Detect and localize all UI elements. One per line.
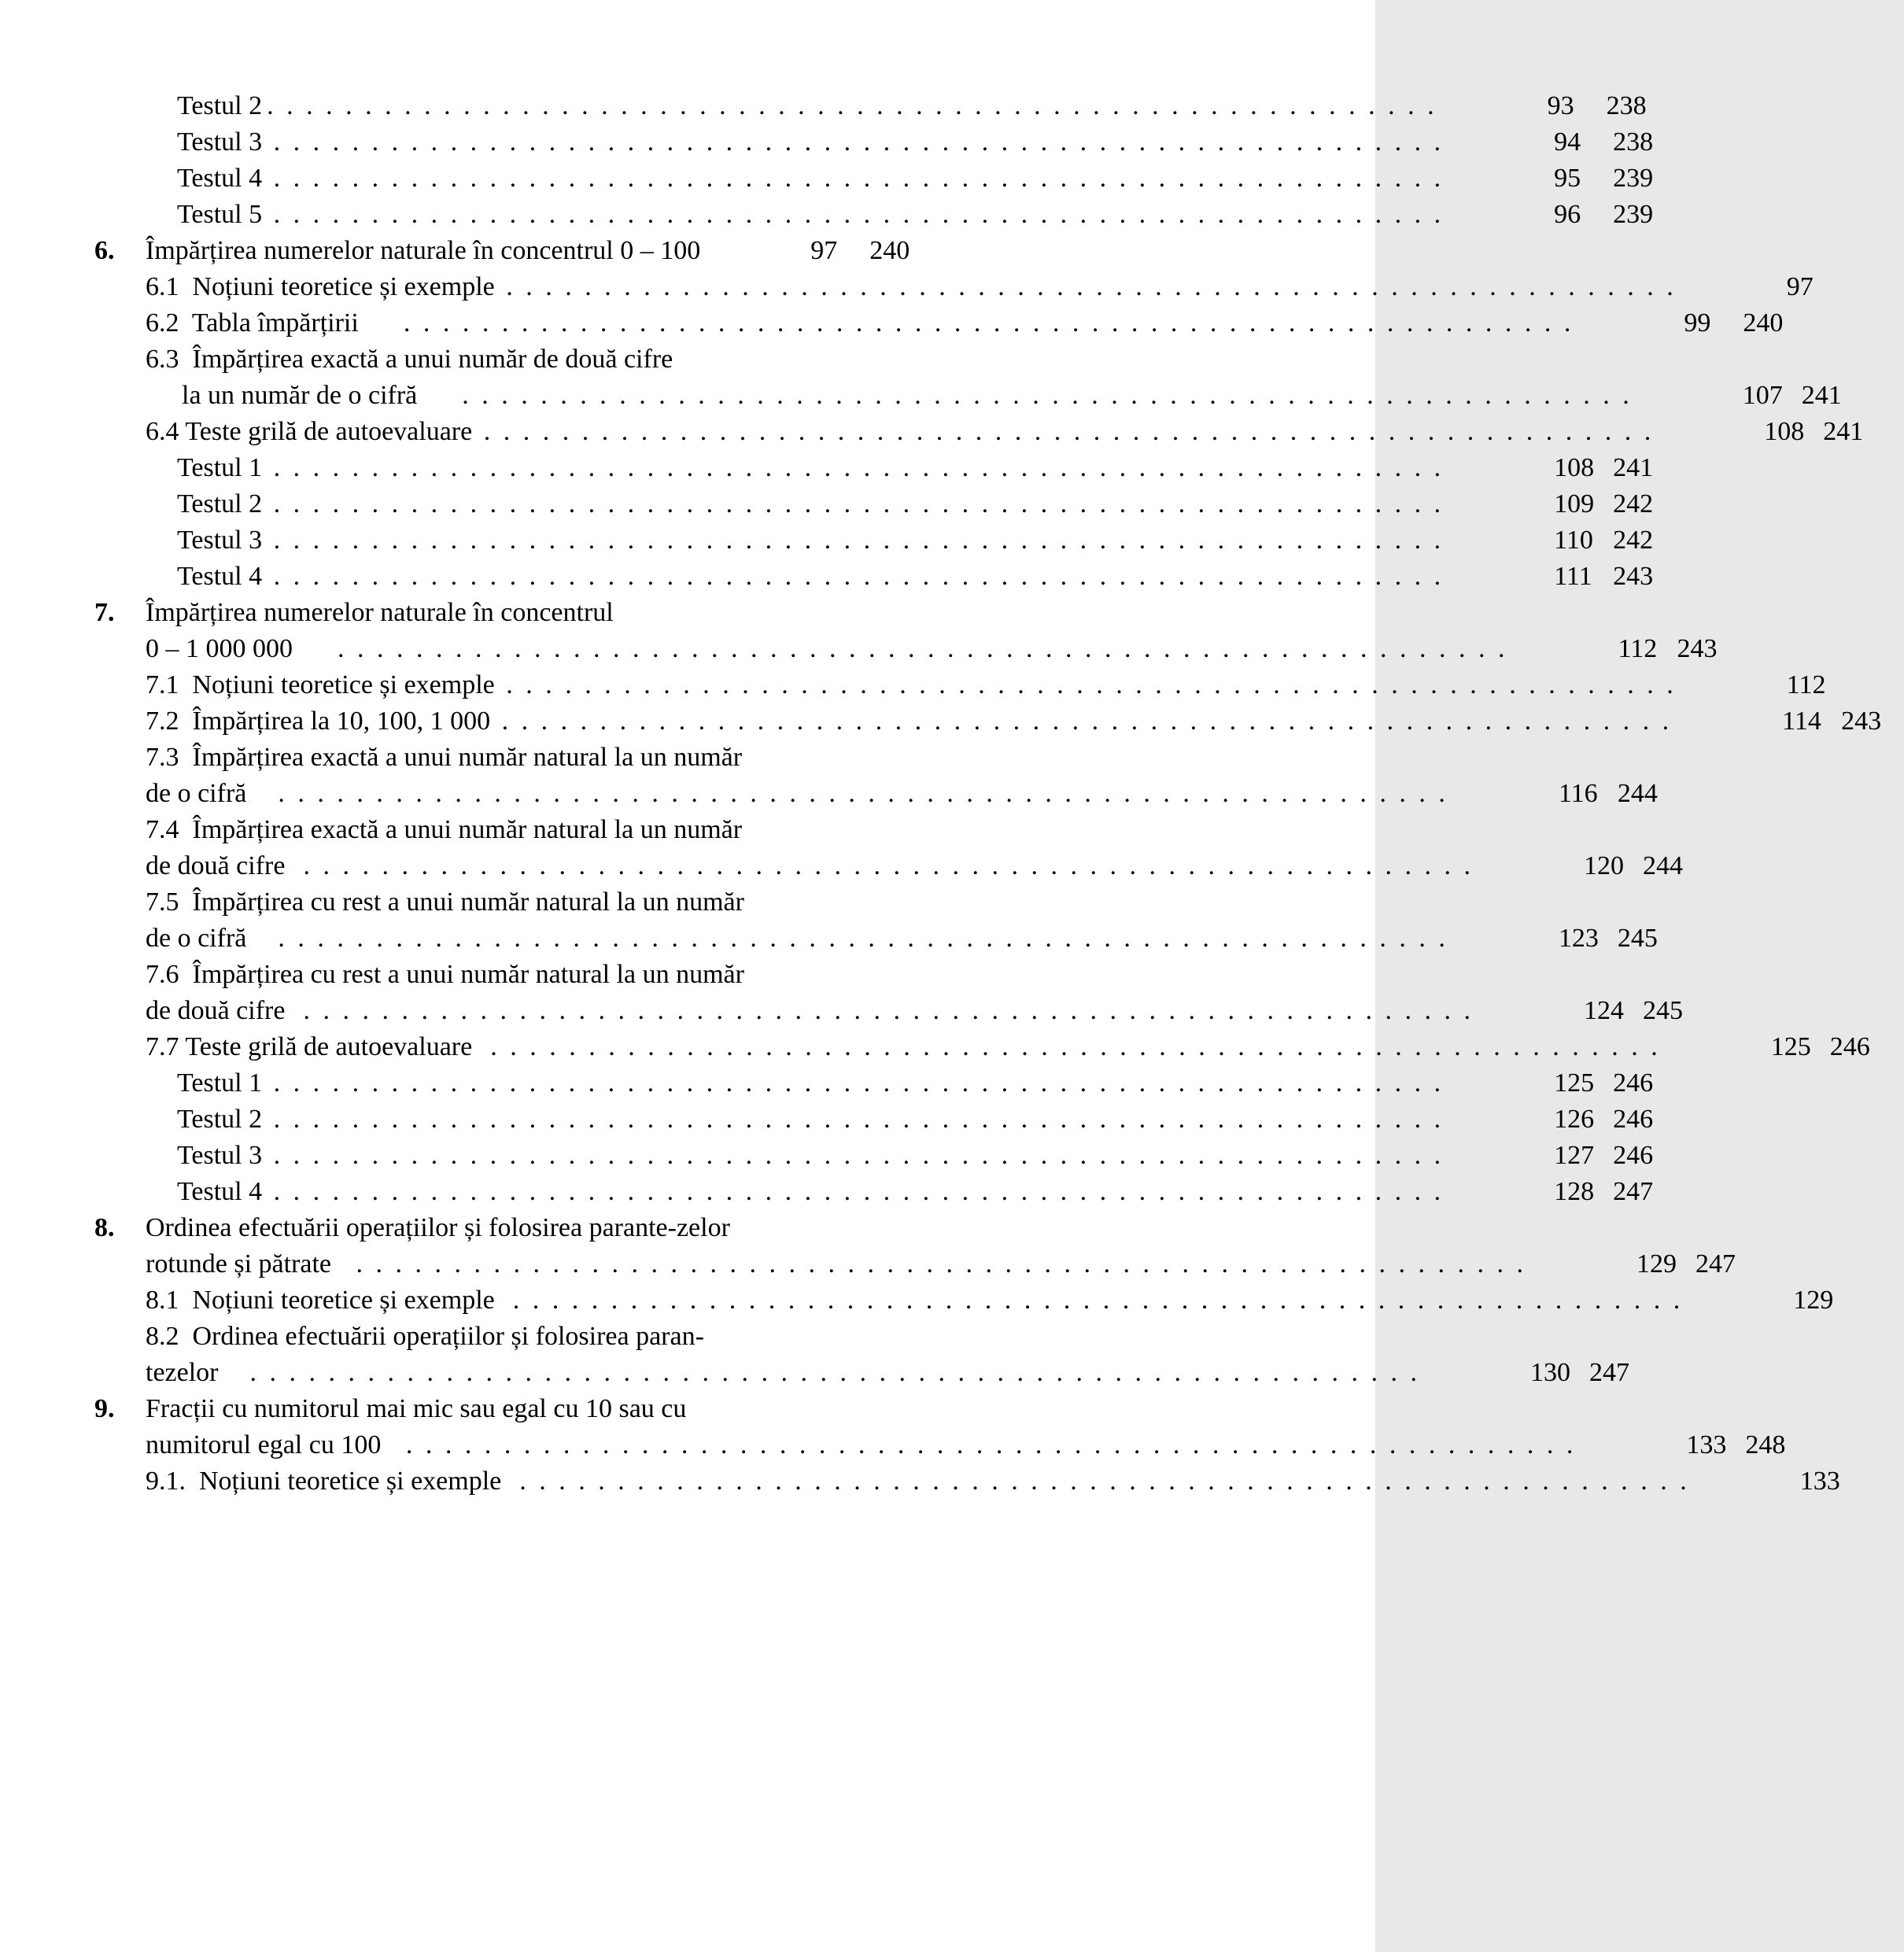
answer-page-number: 245 xyxy=(1617,924,1658,953)
toc-row xyxy=(94,884,960,921)
toc-row xyxy=(94,1282,1834,1319)
toc-row xyxy=(94,1391,960,1427)
toc-row xyxy=(94,88,1647,124)
entry-title-wrap xyxy=(146,1174,1444,1210)
leader-dots xyxy=(490,1029,1661,1065)
answer-page-number: 247 xyxy=(1696,1249,1736,1279)
entry-title-wrap xyxy=(146,776,1448,812)
entry-title-wrap xyxy=(146,1210,730,1246)
entry-title: Testul 3 xyxy=(177,526,269,555)
toc-row xyxy=(94,197,1654,233)
entry-title-wrap xyxy=(146,486,1444,522)
entry-title-wrap xyxy=(146,957,744,993)
toc-row xyxy=(94,233,960,269)
toc-row xyxy=(94,957,960,993)
toc-row xyxy=(94,1210,960,1246)
answer-page-number: 240 xyxy=(1743,308,1784,338)
answer-page-number: 247 xyxy=(1589,1358,1629,1387)
toc-row xyxy=(94,776,1658,812)
chapter-number: 9. xyxy=(94,1394,115,1423)
page-number: 96 xyxy=(1554,200,1581,229)
entry-title-wrap xyxy=(146,812,742,848)
answer-page-number: 243 xyxy=(1841,707,1882,736)
entry-title-wrap xyxy=(146,1463,1690,1500)
leader-dots xyxy=(303,848,1474,884)
leader-dots xyxy=(274,522,1445,559)
page-number: 128 xyxy=(1554,1177,1595,1206)
page-number: 99 xyxy=(1684,308,1711,338)
entry-title: 7.6 Împărțirea cu rest a unui număr natural la un număr xyxy=(146,960,744,989)
toc-row xyxy=(94,667,1826,703)
entry-title: 6.2 Tabla împărțirii xyxy=(146,308,399,338)
leader-dots xyxy=(267,88,1437,124)
page-number: 130 xyxy=(1530,1358,1570,1387)
page-number: 123 xyxy=(1558,924,1599,953)
toc-row xyxy=(94,703,1882,740)
leader-dots xyxy=(303,993,1474,1029)
entry-title-wrap xyxy=(146,740,742,776)
page-number: 108 xyxy=(1764,417,1805,446)
leader-dots xyxy=(462,378,1633,414)
toc-row xyxy=(94,1138,1654,1174)
entry-title-wrap xyxy=(146,1246,1526,1282)
entry-title-wrap xyxy=(146,305,1574,341)
page-number: 124 xyxy=(1583,996,1624,1025)
leader-dots xyxy=(274,1101,1445,1138)
entry-title-wrap xyxy=(146,703,1672,740)
toc-row xyxy=(94,341,960,378)
toc-row xyxy=(94,1427,1786,1463)
toc-row xyxy=(94,1174,1654,1210)
answer-page-number: 246 xyxy=(1613,1068,1654,1098)
entry-title-wrap xyxy=(146,1391,686,1427)
toc-row xyxy=(94,921,1658,957)
entry-title: Ordinea efectuării operațiilor și folosirea parante-zelor xyxy=(146,1213,730,1242)
page-number: 93 xyxy=(1547,91,1574,120)
entry-title: 6.3 Împărțirea exactă a unui număr de două cifre xyxy=(146,345,673,374)
entry-title-wrap xyxy=(146,559,1444,595)
entry-title-wrap xyxy=(146,1355,1420,1391)
answer-page-number: 238 xyxy=(1613,127,1654,157)
entry-title-wrap xyxy=(146,1138,1444,1174)
leader-dots xyxy=(278,921,1448,957)
answer-page-number: 242 xyxy=(1613,489,1654,518)
entry-title-wrap xyxy=(146,1065,1444,1101)
entry-title: Testul 4 xyxy=(177,562,269,591)
answer-page-number: 241 xyxy=(1823,417,1864,446)
entry-title: Testul 3 xyxy=(177,1141,269,1170)
page-number: 112 xyxy=(1618,634,1658,663)
leader-dots xyxy=(274,124,1445,161)
answer-page-number: 248 xyxy=(1745,1430,1786,1459)
leader-dots xyxy=(338,631,1508,667)
page-number: 133 xyxy=(1686,1430,1727,1459)
answer-page-number: 239 xyxy=(1613,164,1654,193)
entry-title: 6.1 Noțiuni teoretice și exemple xyxy=(146,272,502,301)
entry-title-wrap xyxy=(146,595,614,631)
chapter-number: 8. xyxy=(94,1213,115,1242)
entry-title: Testul 5 xyxy=(177,200,269,229)
page-number: 126 xyxy=(1554,1105,1595,1134)
entry-title: Testul 4 xyxy=(177,1177,269,1206)
entry-title: Împărțirea numerelor naturale în concentrul xyxy=(146,598,614,627)
entry-title-wrap xyxy=(146,124,1444,161)
page-number: 109 xyxy=(1554,489,1595,518)
page-number: 112 xyxy=(1786,670,1826,699)
answer-page-number: 241 xyxy=(1801,381,1842,410)
entry-title-wrap xyxy=(146,269,1677,305)
entry-title: Testul 2 xyxy=(177,91,263,120)
toc-row xyxy=(94,1463,1840,1500)
leader-dots xyxy=(519,1463,1690,1500)
leader-dots xyxy=(274,1174,1445,1210)
answer-page-number: 246 xyxy=(1613,1141,1654,1170)
toc-row xyxy=(94,631,1718,667)
page-number: 111 xyxy=(1554,562,1592,591)
answer-page-number: 247 xyxy=(1613,1177,1654,1206)
leader-dots xyxy=(502,703,1673,740)
page-number: 97 xyxy=(1786,272,1814,301)
leader-dots xyxy=(278,776,1448,812)
leader-dots xyxy=(274,559,1445,595)
toc-row xyxy=(94,740,960,776)
page-number: 133 xyxy=(1799,1467,1840,1496)
entry-title: numitorul egal cu 100 xyxy=(146,1430,401,1459)
leader-dots xyxy=(513,1282,1684,1319)
entry-title-wrap xyxy=(146,1427,1576,1463)
toc-row xyxy=(94,993,1683,1029)
entry-title: Testul 2 xyxy=(177,489,269,518)
entry-title-wrap xyxy=(146,921,1448,957)
entry-title-wrap xyxy=(146,1319,704,1355)
page-number: 127 xyxy=(1554,1141,1595,1170)
leader-dots xyxy=(250,1355,1421,1391)
answer-page-number: 241 xyxy=(1613,453,1654,482)
page-number: 97 xyxy=(810,236,838,265)
page-number: 114 xyxy=(1782,707,1821,736)
entry-title: Testul 3 xyxy=(177,127,269,157)
page-number: 108 xyxy=(1554,453,1595,482)
page-number: 129 xyxy=(1636,1249,1677,1279)
entry-title-wrap xyxy=(146,993,1474,1029)
page-number: 129 xyxy=(1793,1286,1834,1315)
toc-row xyxy=(94,269,1814,305)
entry-title-wrap xyxy=(146,1282,1683,1319)
entry-title-wrap xyxy=(146,233,700,269)
toc-row xyxy=(94,1355,1629,1391)
page-number: 125 xyxy=(1770,1032,1811,1061)
toc-row xyxy=(94,414,1864,450)
leader-dots xyxy=(404,305,1574,341)
toc-row xyxy=(94,161,1654,197)
entry-title: Testul 4 xyxy=(177,164,269,193)
leader-dots xyxy=(274,1138,1445,1174)
page-number: 107 xyxy=(1742,381,1783,410)
chapter-number: 7. xyxy=(94,598,115,627)
entry-title: de două cifre xyxy=(146,996,299,1025)
page-number: 120 xyxy=(1583,851,1624,880)
toc-row xyxy=(94,522,1654,559)
entry-title-wrap xyxy=(146,1101,1444,1138)
chapter-number: 6. xyxy=(94,236,115,265)
leader-dots xyxy=(274,1065,1445,1101)
entry-title: Împărțirea numerelor naturale în concentrul 0 – 100 xyxy=(146,236,701,265)
entry-title-wrap xyxy=(146,161,1444,197)
entry-title: 7.2 Împărțirea la 10, 100, 1 000 xyxy=(146,707,497,736)
entry-title: Fracții cu numitorul mai mic sau egal cu 10 sau cu xyxy=(146,1394,687,1423)
answer-page-number: 243 xyxy=(1677,634,1718,663)
entry-title-wrap xyxy=(146,1029,1661,1065)
page-number: 110 xyxy=(1554,526,1593,555)
toc-row xyxy=(94,812,960,848)
entry-title: 0 – 1 000 000 xyxy=(146,634,333,663)
entry-title-wrap xyxy=(146,88,1437,124)
answer-page-number: 238 xyxy=(1606,91,1647,120)
leader-dots xyxy=(356,1246,1527,1282)
page-number: 116 xyxy=(1558,779,1598,808)
entry-title: 7.4 Împărțirea exactă a unui număr natural la un număr xyxy=(146,815,743,844)
entry-title: tezelor xyxy=(146,1358,245,1387)
entry-title: 8.2 Ordinea efectuării operațiilor și folosirea paran- xyxy=(146,1322,704,1351)
toc-row xyxy=(94,1065,1654,1101)
entry-title-wrap xyxy=(146,197,1444,233)
toc-row xyxy=(94,1319,960,1355)
entry-title-wrap xyxy=(146,667,1677,703)
answer-page-number: 242 xyxy=(1613,526,1654,555)
leader-dots xyxy=(274,197,1445,233)
entry-title: de o cifră xyxy=(146,779,274,808)
entry-title-wrap xyxy=(146,884,744,921)
leader-dots xyxy=(506,269,1677,305)
toc-row xyxy=(94,305,1784,341)
entry-title: 9.1. Noțiuni teoretice și exemple xyxy=(146,1467,515,1496)
toc-row xyxy=(94,559,1654,595)
entry-title: Testul 1 xyxy=(177,1068,269,1098)
page-number: 125 xyxy=(1554,1068,1595,1098)
answer-page-number: 244 xyxy=(1617,779,1658,808)
page-number: 94 xyxy=(1554,127,1581,157)
leader-dots xyxy=(274,486,1445,522)
entry-title-wrap xyxy=(146,378,1633,414)
entry-title-wrap xyxy=(146,522,1444,559)
answer-page-number: 244 xyxy=(1642,851,1683,880)
entry-title: 7.3 Împărțirea exactă a unui număr natural la un număr xyxy=(146,743,743,772)
leader-dots xyxy=(484,414,1655,450)
toc-row xyxy=(94,450,1654,486)
page-number: 95 xyxy=(1554,164,1581,193)
entry-title-wrap xyxy=(146,631,1508,667)
entry-title-wrap xyxy=(146,848,1474,884)
answer-page-number: 246 xyxy=(1829,1032,1870,1061)
toc-row xyxy=(94,1246,1736,1282)
answer-page-number: 240 xyxy=(869,236,910,265)
entry-title-wrap xyxy=(146,341,673,378)
answer-page-number: 239 xyxy=(1613,200,1654,229)
entry-title: 7.1 Noțiuni teoretice și exemple xyxy=(146,670,502,699)
toc-row xyxy=(94,848,1683,884)
answer-page-number: 245 xyxy=(1642,996,1683,1025)
leader-dots xyxy=(506,667,1677,703)
entry-title: 6.4 Teste grilă de autoevaluare xyxy=(146,417,479,446)
leader-dots xyxy=(274,450,1445,486)
entry-title-wrap xyxy=(146,450,1444,486)
answer-page-number: 246 xyxy=(1613,1105,1654,1134)
entry-title: la un număr de o cifră xyxy=(182,381,458,410)
entry-title: rotunde și pătrate xyxy=(146,1249,352,1279)
entry-title: 8.1 Noțiuni teoretice și exemple xyxy=(146,1286,508,1315)
entry-title-wrap xyxy=(146,414,1654,450)
answer-page-number: 243 xyxy=(1613,562,1654,591)
entry-title: de două cifre xyxy=(146,851,299,880)
toc-row xyxy=(94,124,1654,161)
toc-row xyxy=(94,1101,1654,1138)
toc-row xyxy=(94,1029,1870,1065)
entry-title: Testul 1 xyxy=(177,453,269,482)
toc-list xyxy=(94,88,1882,1500)
leader-dots xyxy=(274,161,1445,197)
entry-title: Testul 2 xyxy=(177,1105,269,1134)
toc-row xyxy=(94,595,960,631)
leader-dots xyxy=(406,1427,1577,1463)
entry-title: 7.7 Teste grilă de autoevaluare xyxy=(146,1032,486,1061)
toc-row xyxy=(94,378,1842,414)
entry-title: 7.5 Împărțirea cu rest a unui număr natural la un număr xyxy=(146,887,744,917)
entry-title: de o cifră xyxy=(146,924,274,953)
toc-row xyxy=(94,486,1654,522)
